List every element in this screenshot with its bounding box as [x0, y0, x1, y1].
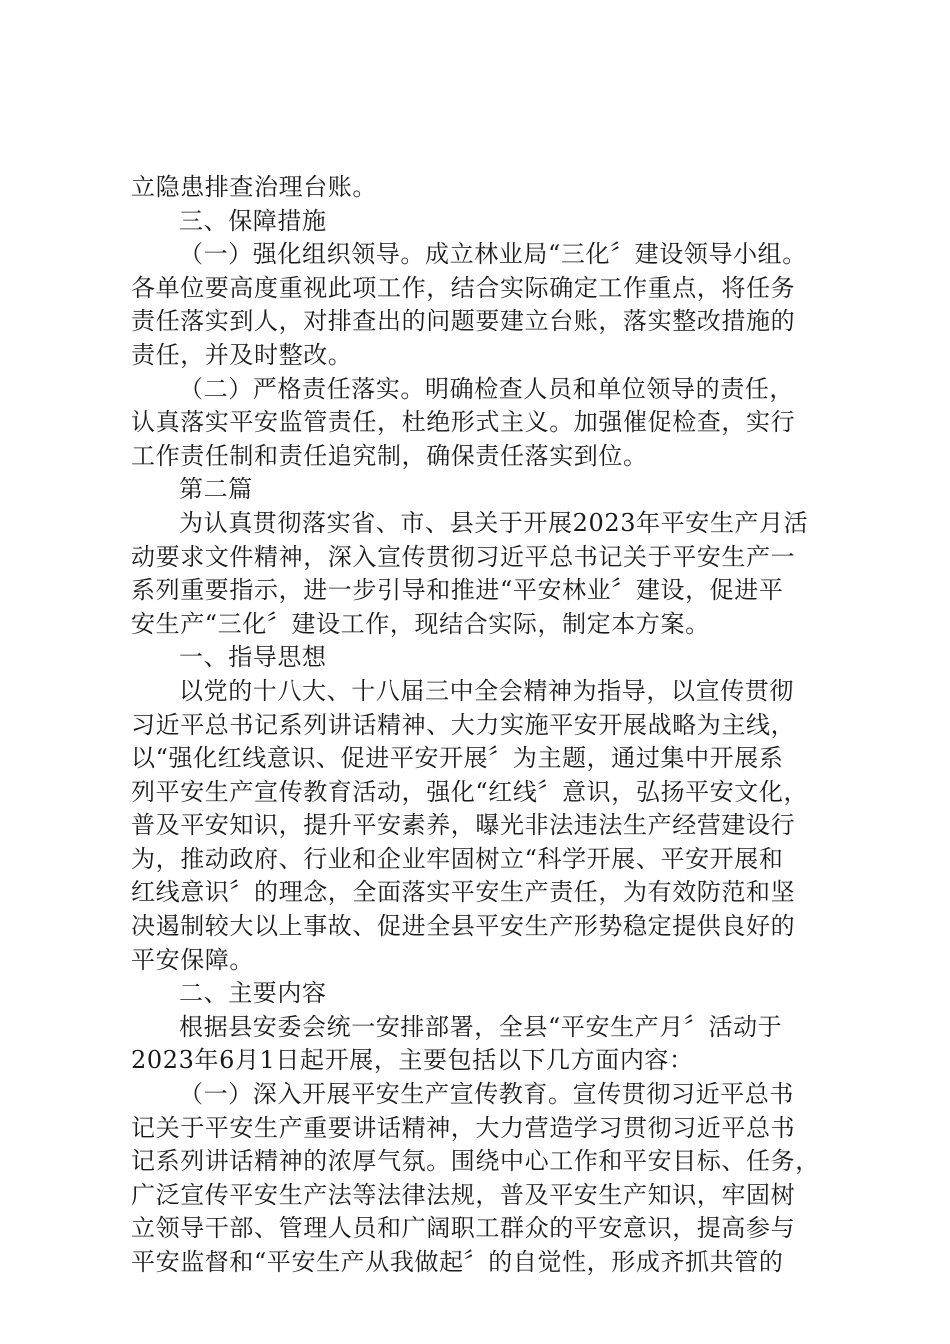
text-line: 责任，并及时整改。 — [131, 340, 353, 369]
text-line: 各单位要高度重视此项工作，结合实际确定工作重点，将任务 — [131, 273, 796, 302]
text-line: 习近平总书记系列讲话精神、大力实施平安开展战略为主线， — [131, 710, 796, 739]
text-line: 工作责任制和责任追究制，确保责任落实到位。 — [131, 441, 648, 470]
text-line: 立隐患排查治理台账。 — [131, 173, 377, 201]
text-line: 动要求文件精神，深入宣传贯彻习近平总书记关于平安生产一 — [131, 542, 796, 571]
text-line: 红线意识〞的理念，全面落实平安生产责任，为有效防范和坚 — [131, 878, 796, 907]
text-line: （二）严格责任落实。明确检查人员和单位领导的责任， — [179, 374, 794, 403]
text-line: 以“强化红线意识、促进平安开展〞为主题，通过集中开展系 — [131, 744, 784, 773]
text-line: 决遏制较大以上事故、促进全县平安生产形势稳定提供良好的 — [131, 912, 796, 941]
section-heading: 第二篇 — [179, 475, 253, 504]
text-line: 记系列讲话精神的浓厚气氛。围绕中心工作和平安目标、任务， — [131, 1147, 820, 1176]
text-line: 为，推动政府、行业和企业牢固树立“科学开展、平安开展和 — [131, 844, 784, 873]
section-heading: 一、指导思想 — [179, 643, 327, 672]
text-line: 立领导干部、管理人员和广阔职工群众的平安意识，提高参与 — [131, 1214, 796, 1243]
text-line: 为认真贯彻落实省、市、县关于开展2023年平安生产月活 — [179, 508, 809, 537]
text-line: 以党的十八大、十八届三中全会精神为指导，以宣传贯彻 — [179, 676, 794, 705]
section-heading: 二、主要内容 — [179, 979, 327, 1008]
text-line: 认真落实平安监管责任，杜绝形式主义。加强催促检查，实行 — [131, 408, 796, 437]
text-line: 安生产“三化〞建设工作，现结合实际，制定本方案。 — [131, 609, 710, 638]
text-line: 平安监督和“平安生产从我做起〞的自觉性，形成齐抓共管的 — [131, 1248, 784, 1276]
text-line: 责任落实到人，对排查出的问题要建立台账，落实整改措施的 — [131, 307, 796, 336]
text-line: 记关于平安生产重要讲话精神，大力营造学习贯彻习近平总书 — [131, 1113, 796, 1142]
text-line: （一）深入开展平安生产宣传教育。宣传贯彻习近平总书 — [179, 1080, 794, 1109]
text-line: （一）强化组织领导。成立林业局“三化〞建设领导小组。 — [179, 240, 807, 269]
body-text — [131, 171, 831, 1280]
text-line: 列平安生产宣传教育活动，强化“红线〞意识，弘扬平安文化， — [131, 777, 809, 806]
text-line: 2023年6月1日起开展，主要包括以下几方面内容： — [131, 1046, 694, 1075]
text-line: 根据县安委会统一安排部署，全县“平安生产月〞活动于 — [179, 1012, 783, 1041]
text-line: 广泛宣传平安生产法等法律法规，普及平安生产知识，牢固树 — [131, 1180, 796, 1209]
text-line: 平安保障。 — [131, 945, 254, 974]
text-line: 系列重要指示，进一步引导和推进“平安林业〞建设，促进平 — [131, 576, 784, 605]
text-line: 普及平安知识，提升平安素养，曝光非法违法生产经营建设行 — [131, 811, 796, 840]
section-heading: 三、保障措施 — [179, 206, 327, 235]
